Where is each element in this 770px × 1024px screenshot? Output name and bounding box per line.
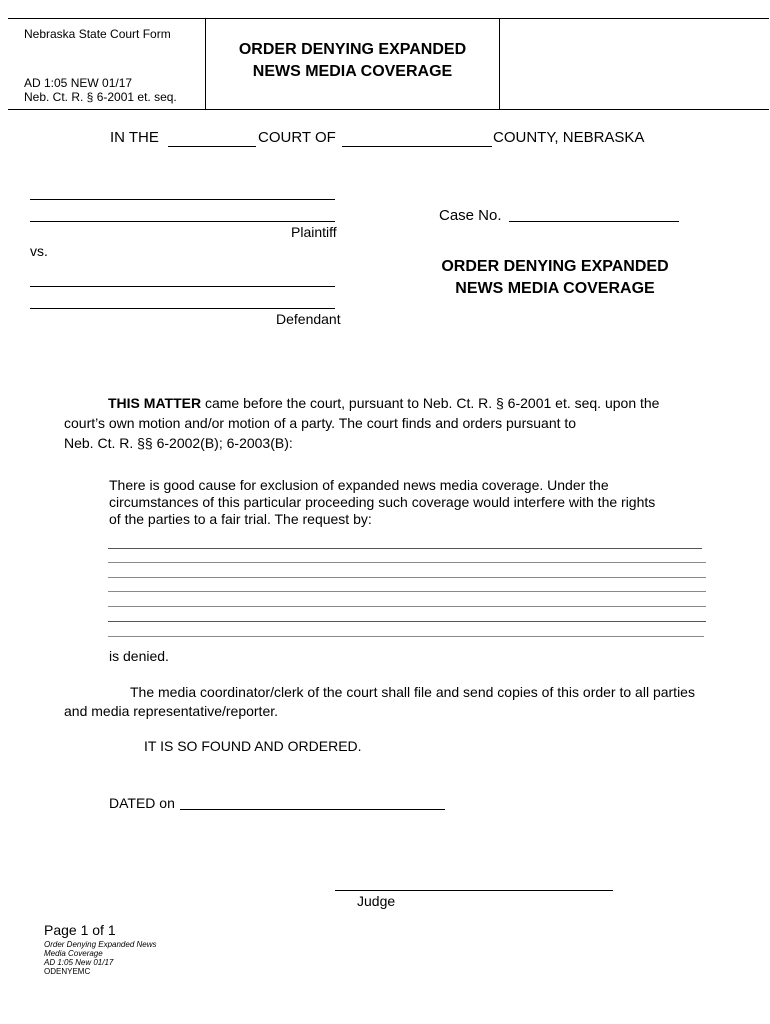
- case-no-field[interactable]: [509, 221, 679, 222]
- caption-title-line2: NEWS MEDIA COVERAGE: [455, 280, 655, 297]
- plaintiff-line-1[interactable]: [30, 199, 335, 200]
- request-by-line-4[interactable]: [108, 591, 706, 592]
- court-name-field[interactable]: [168, 146, 256, 147]
- vs-label: vs.: [30, 243, 48, 259]
- footer-line-4: ODENYEMC: [44, 967, 91, 976]
- footer-line-2: Media Coverage: [44, 949, 103, 958]
- good-cause-line3: of the parties to a fair trial. The request by:: [109, 511, 372, 527]
- footer-line-1: Order Denying Expanded News: [44, 940, 157, 949]
- rule-reference: Neb. Ct. R. § 6-2001 et. seq.: [24, 90, 177, 104]
- plaintiff-line-2[interactable]: [30, 221, 335, 222]
- caption-title-line1: ORDER DENYING EXPANDED: [441, 258, 669, 275]
- good-cause-line1: There is good cause for exclusion of expanded news media coverage. Under the: [109, 477, 609, 493]
- request-by-line-6[interactable]: [108, 621, 706, 622]
- matter-line1-text: came before the court, pursuant to Neb. Ct. R. § 6-2001 et. seq. upon the: [201, 395, 660, 411]
- county-nebraska-label: COUNTY, NEBRASKA: [493, 129, 645, 146]
- matter-paragraph-line3: Neb. Ct. R. §§ 6-2002(B); 6-2003(B):: [64, 435, 293, 451]
- case-no-label: Case No.: [439, 207, 502, 224]
- dated-label: DATED on: [109, 795, 175, 811]
- matter-paragraph-line1: [108, 395, 659, 412]
- header-bottom-rule: [8, 109, 769, 110]
- county-name-field[interactable]: [342, 146, 492, 147]
- request-by-line-7[interactable]: [108, 636, 704, 637]
- coordinator-line2: and media representative/reporter.: [64, 703, 279, 719]
- header-title-line2: NEWS MEDIA COVERAGE: [252, 63, 453, 80]
- defendant-label: Defendant: [276, 311, 341, 327]
- matter-paragraph-line2: court’s own motion and/or motion of a party. The court finds and orders pursuant to: [64, 415, 577, 431]
- header-top-rule: [8, 18, 769, 19]
- court-of-label: COURT OF: [258, 129, 336, 146]
- header-title-line1: ORDER DENYING EXPANDED: [238, 41, 467, 58]
- defendant-line-1[interactable]: [30, 286, 335, 287]
- form-source: Nebraska State Court Form: [24, 27, 171, 41]
- so-ordered-text: IT IS SO FOUND AND ORDERED.: [144, 738, 362, 754]
- coordinator-line1: The media coordinator/clerk of the court shall file and send copies of this order to all parties: [130, 684, 695, 700]
- defendant-line-2[interactable]: [30, 308, 335, 309]
- judge-signature-line[interactable]: [335, 890, 613, 891]
- this-matter-bold: THIS MATTER: [108, 395, 202, 411]
- request-by-line-3[interactable]: [108, 577, 706, 578]
- plaintiff-label: Plaintiff: [291, 224, 337, 240]
- request-by-line-1[interactable]: [108, 548, 702, 549]
- request-by-line-2[interactable]: [108, 562, 706, 563]
- page-number: Page 1 of 1: [44, 922, 116, 938]
- judge-label: Judge: [357, 893, 396, 909]
- dated-field[interactable]: [180, 809, 445, 810]
- form-number: AD 1:05 NEW 01/17: [24, 76, 133, 90]
- denied-text: is denied.: [109, 648, 169, 664]
- in-the-label: IN THE: [110, 129, 159, 146]
- request-by-line-5[interactable]: [108, 606, 706, 607]
- good-cause-line2: circumstances of this particular proceeding such coverage would interfere with the rights: [109, 494, 656, 510]
- footer-line-3: AD 1:05 New 01/17: [44, 958, 114, 967]
